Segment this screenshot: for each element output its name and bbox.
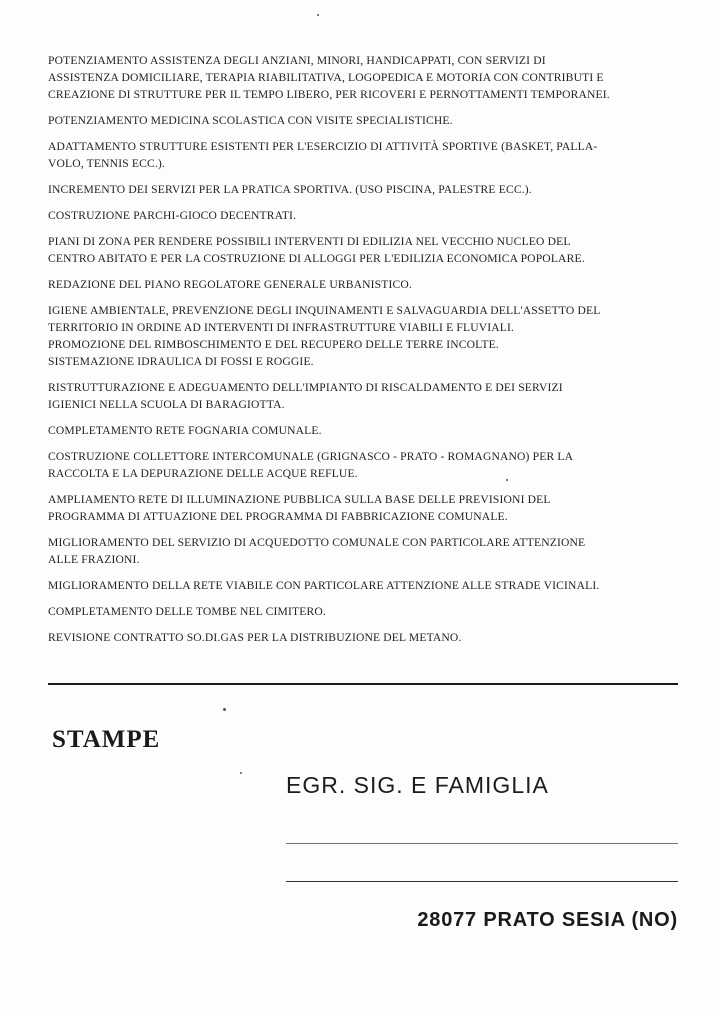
program-item — [48, 379, 678, 413]
paper-speck — [506, 479, 508, 481]
section-divider — [48, 683, 678, 685]
program-item-line: SISTEMAZIONE IDRAULICA DI FOSSI E ROGGIE. — [48, 355, 314, 368]
program-item — [48, 207, 678, 224]
program-item-line: MIGLIORAMENTO DEL SERVIZIO DI ACQUEDOTTO COMUNALE CON PARTICOLARE ATTENZIONE — [48, 536, 586, 549]
program-item — [48, 233, 678, 267]
program-item-line: COMPLETAMENTO DELLE TOMBE NEL CIMITERO. — [48, 605, 326, 618]
program-item-line: AMPLIAMENTO RETE DI ILLUMINAZIONE PUBBLICA SULLA BASE DELLE PREVISIONI DEL — [48, 493, 551, 506]
program-item-line: PROGRAMMA DI ATTUAZIONE DEL PROGRAMMA DI FABBRICAZIONE COMUNALE. — [48, 510, 508, 523]
paper-speck — [317, 14, 319, 16]
program-item — [48, 276, 678, 293]
program-item-line: CREAZIONE DI STRUTTURE PER IL TEMPO LIBERO, PER RICOVERI E PERNOTTAMENTI TEMPORANEI. — [48, 88, 610, 101]
address-line-2 — [286, 881, 678, 882]
program-item-line: CENTRO ABITATO E PER LA COSTRUZIONE DI ALLOGGI PER L'EDILIZIA ECONOMICA POPOLARE. — [48, 252, 585, 265]
program-item — [48, 422, 678, 439]
program-item — [48, 138, 678, 172]
program-item — [48, 603, 678, 620]
program-item-line: RISTRUTTURAZIONE E ADEGUAMENTO DELL'IMPIANTO DI RISCALDAMENTO E DEI SERVIZI — [48, 381, 563, 394]
program-item — [48, 491, 678, 525]
program-item-line: INCREMENTO DEI SERVIZI PER LA PRATICA SPORTIVA. (USO PISCINA, PALESTRE ECC.). — [48, 183, 532, 196]
program-item-line: IGIENE AMBIENTALE, PREVENZIONE DEGLI INQUINAMENTI E SALVAGUARDIA DELL'ASSETTO DEL — [48, 304, 601, 317]
paper-speck — [223, 708, 226, 711]
program-item-line: ADATTAMENTO STRUTTURE ESISTENTI PER L'ESERCIZIO DI ATTIVITÀ SPORTIVE (BASKET, PALLA- — [48, 140, 598, 153]
program-item-line: ALLE FRAZIONI. — [48, 553, 140, 566]
program-item — [48, 534, 678, 568]
stampe-label: STAMPE — [52, 726, 161, 753]
paper-speck — [240, 772, 242, 774]
program-item — [48, 448, 678, 482]
program-item-line: PROMOZIONE DEL RIMBOSCHIMENTO E DEL RECUPERO DELLE TERRE INCOLTE. — [48, 338, 499, 351]
program-item — [48, 52, 678, 103]
addressee-label: EGR. SIG. E FAMIGLIA — [286, 772, 549, 798]
program-item-line: POTENZIAMENTO MEDICINA SCOLASTICA CON VISITE SPECIALISTICHE. — [48, 114, 453, 127]
program-item-line: TERRITORIO IN ORDINE AD INTERVENTI DI INFRASTRUTTURE VIABILI E FLUVIALI. — [48, 321, 515, 334]
program-item-line: ASSISTENZA DOMICILIARE, TERAPIA RIABILITATIVA, LOGOPEDICA E MOTORIA CON CONTRIBUTI E — [48, 71, 604, 84]
program-item — [48, 629, 678, 646]
program-item-line: MIGLIORAMENTO DELLA RETE VIABILE CON PARTICOLARE ATTENZIONE ALLE STRADE VICINALI. — [48, 579, 600, 592]
program-items-list — [48, 52, 678, 655]
program-item-line: POTENZIAMENTO ASSISTENZA DEGLI ANZIANI, MINORI, HANDICAPPATI, CON SERVIZI DI — [48, 54, 546, 67]
program-item — [48, 181, 678, 198]
program-item — [48, 302, 678, 370]
program-item-line: VOLO, TENNIS ECC.). — [48, 157, 165, 170]
program-item-line: COSTRUZIONE PARCHI-GIOCO DECENTRATI. — [48, 209, 297, 222]
program-item-line: REVISIONE CONTRATTO SO.DI.GAS PER LA DISTRIBUZIONE DEL METANO. — [48, 631, 462, 644]
address-line-1 — [286, 843, 678, 844]
program-item — [48, 577, 678, 594]
program-item-line: IGIENICI NELLA SCUOLA DI BARAGIOTTA. — [48, 398, 285, 411]
program-item-line: RACCOLTA E LA DEPURAZIONE DELLE ACQUE REFLUE. — [48, 467, 358, 480]
program-item — [48, 112, 678, 129]
city-address: 28077 PRATO SESIA (NO) — [417, 909, 678, 931]
program-item-line: COMPLETAMENTO RETE FOGNARIA COMUNALE. — [48, 424, 322, 437]
program-item-line: COSTRUZIONE COLLETTORE INTERCOMUNALE (GRIGNASCO - PRATO - ROMAGNANO) PER LA — [48, 450, 574, 463]
program-item-line: PIANI DI ZONA PER RENDERE POSSIBILI INTERVENTI DI EDILIZIA NEL VECCHIO NUCLEO DEL — [48, 235, 571, 248]
program-item-line: REDAZIONE DEL PIANO REGOLATORE GENERALE URBANISTICO. — [48, 278, 412, 291]
